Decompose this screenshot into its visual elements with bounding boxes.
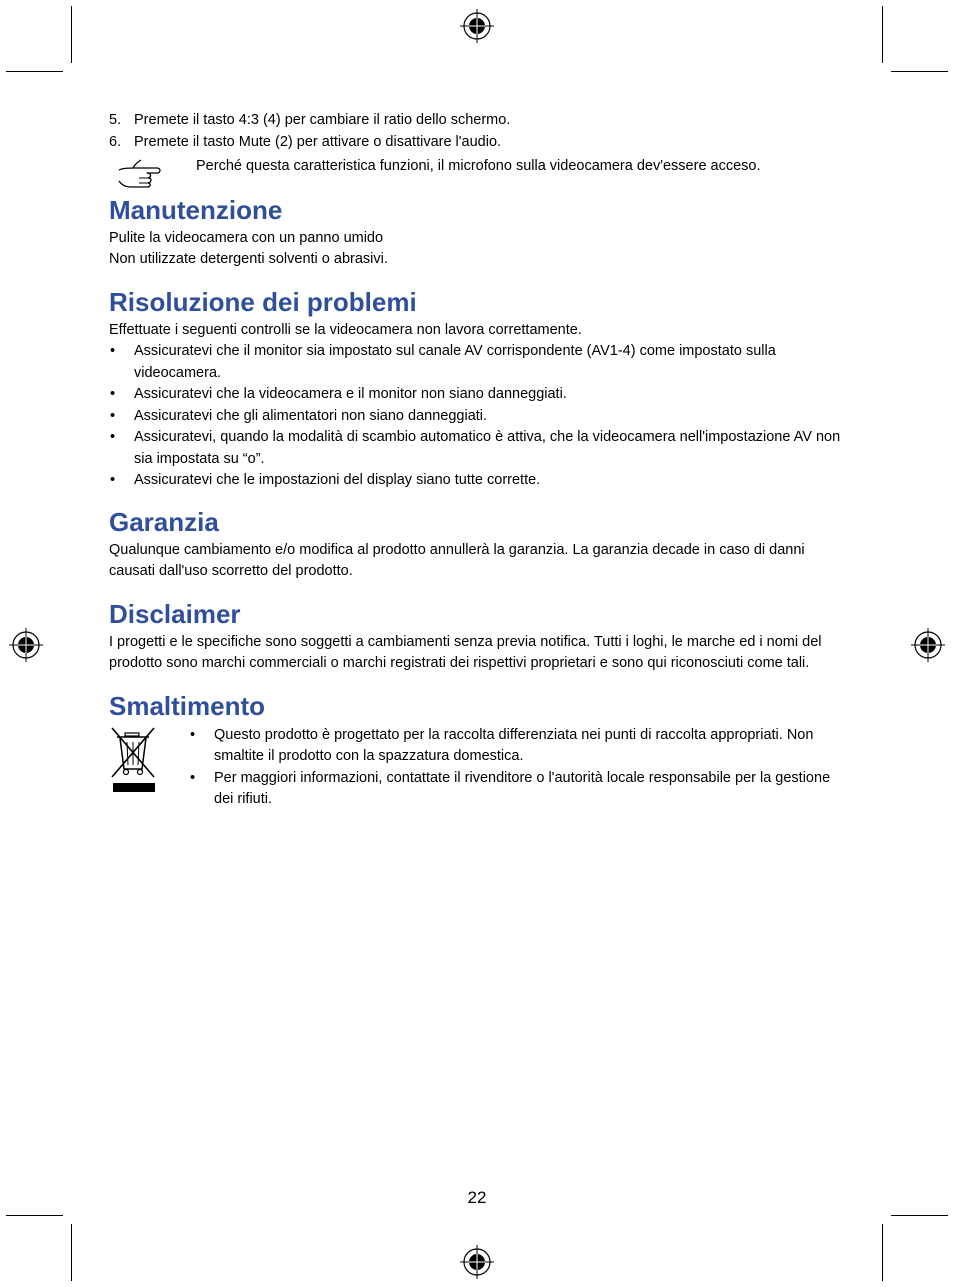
smaltimento-list — [189, 725, 849, 811]
bullet: • — [110, 343, 116, 359]
smaltimento-block — [109, 725, 849, 811]
crop-mark — [891, 1215, 948, 1216]
manutenzione-line: Non utilizzate detergenti solventi o abrasivi. — [109, 251, 388, 267]
section-title-disclaimer: Disclaimer — [109, 598, 241, 629]
bullet: • — [190, 726, 196, 743]
registration-mark-icon — [9, 628, 43, 662]
disclaimer-text: I progetti e le specifiche sono soggetti a cambiamenti senza previa notifica. Tutti i loghi, le marche ed i nomi del prodotto sono marchi commerciali o marchi registrati dei rispettivi proprietari e sono qui riconosciuti come tali. — [109, 633, 822, 671]
list-item: • Assicuratevi che il monitor sia impostato sul canale AV corrispondente (AV1-4) come impostato sulla videocamera. — [110, 343, 776, 381]
bullet: • — [110, 429, 116, 445]
list-item: • Questo prodotto è progettato per la raccolta differenziata nei punti di raccolta appropriati. Non smaltite il prodotto con la spazzatura domestica. — [190, 726, 814, 764]
crop-mark — [6, 71, 63, 72]
pointing-hand-icon — [117, 156, 169, 190]
registration-mark-icon — [460, 1245, 494, 1279]
note — [109, 156, 849, 178]
list-item — [109, 110, 849, 132]
risoluzione-intro: Effettuate i seguenti controlli se la videocamera non lavora correttamente. — [109, 321, 582, 338]
registration-mark-icon — [460, 9, 494, 43]
crop-mark — [71, 1224, 72, 1281]
list-item-number: 5. — [109, 112, 122, 128]
list-item: • Per maggiori informazioni, contattate il rivenditore o l'autorità locale responsabile per la gestione dei rifiuti. — [190, 769, 831, 807]
section-title-garanzia: Garanzia — [109, 506, 219, 537]
bullet: • — [190, 769, 196, 786]
list-item: • Assicuratevi che le impostazioni del display siano tutte corrette. — [109, 470, 849, 492]
list-item-text: Premete il tasto 4:3 (4) per cambiare il ratio dello schermo. — [134, 112, 511, 128]
manutenzione-line: Pulite la videocamera con un panno umido — [109, 229, 384, 246]
crop-mark — [71, 6, 72, 63]
list-item-text: Premete il tasto Mute (2) per attivare o disattivare l'audio. — [134, 133, 502, 150]
crop-mark — [891, 71, 948, 72]
crop-mark — [6, 1215, 63, 1216]
section-title-smaltimento: Smaltimento — [109, 690, 266, 721]
bullet: • — [110, 407, 116, 424]
page-number: 22 — [467, 1188, 487, 1207]
note-text: Perché questa caratteristica funzioni, il microfono sulla videocamera dev'essere acceso. — [196, 158, 761, 174]
section-title-risoluzione: Risoluzione dei problemi — [109, 286, 417, 317]
list-item: • Assicuratevi che la videocamera e il monitor non siano danneggiati. — [109, 384, 849, 406]
garanzia-text: Qualunque cambiamento e/o modifica al prodotto annullerà la garanzia. La garanzia decade in caso di danni causati dall'uso scorretto del prodotto. — [109, 541, 805, 579]
crossed-out-bin-icon — [109, 725, 159, 795]
page-content — [109, 110, 849, 811]
list-item — [109, 132, 849, 154]
list-item: • Assicuratevi, quando la modalità di scambio automatico è attiva, che la videocamera nell'impostazione AV non sia impostata su “o”. — [110, 429, 841, 467]
risoluzione-list — [109, 341, 849, 492]
registration-mark-icon — [911, 628, 945, 662]
crop-mark — [882, 1224, 883, 1281]
list-item-number: 6. — [109, 133, 122, 150]
steps-list — [109, 110, 849, 153]
bullet: • — [110, 472, 116, 488]
crop-mark — [882, 6, 883, 63]
bullet: • — [110, 386, 116, 402]
section-title-manutenzione: Manutenzione — [109, 194, 283, 225]
list-item: • Assicuratevi che gli alimentatori non siano danneggiati. — [109, 406, 849, 428]
